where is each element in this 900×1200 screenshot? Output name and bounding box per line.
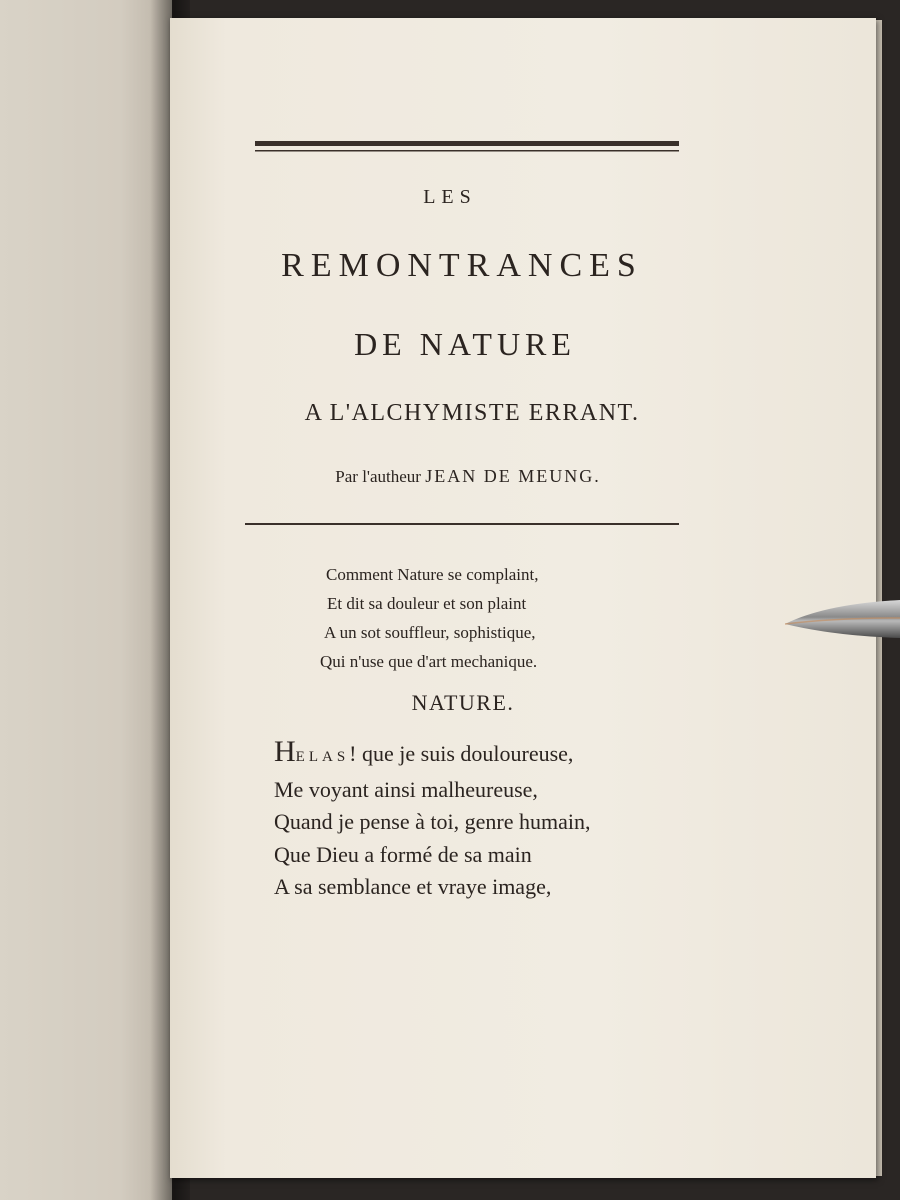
speaker-heading: NATURE. bbox=[411, 690, 515, 715]
argument-line: Qui n'use que d'art mechanique. bbox=[320, 652, 538, 671]
middle-rule bbox=[245, 520, 679, 528]
title-remontrances: REMONTRANCES bbox=[281, 247, 643, 284]
initial-letter: H bbox=[274, 735, 296, 768]
metal-bookmark bbox=[785, 598, 900, 644]
title-alchymiste: A L'ALCHYMISTE ERRANT. bbox=[304, 400, 640, 426]
title-les: LES bbox=[423, 186, 477, 208]
poem-body bbox=[274, 736, 590, 904]
byline bbox=[18, 466, 900, 487]
first-line-rest: ! que je suis douloureuse, bbox=[349, 741, 574, 766]
poem-line: Que Dieu a formé de sa main bbox=[274, 841, 532, 867]
byline-author: JEAN DE MEUNG. bbox=[425, 466, 601, 486]
argument-line: Et dit sa douleur et son plaint bbox=[327, 594, 527, 613]
first-word-smallcaps: ELAS bbox=[295, 749, 350, 765]
top-double-rule bbox=[255, 140, 679, 158]
poem-line: Me voyant ainsi malheureuse, bbox=[274, 776, 538, 802]
poem-line: Quand je pense à toi, genre humain, bbox=[274, 809, 591, 834]
argument-line: Comment Nature se complaint, bbox=[326, 565, 539, 584]
title-de-nature: DE NATURE bbox=[354, 326, 576, 362]
poem-line: A sa semblance et vraye image, bbox=[274, 874, 552, 899]
poem-line-first bbox=[274, 736, 590, 774]
argument-verse bbox=[320, 560, 538, 676]
argument-line: A un sot souffleur, sophistique, bbox=[324, 623, 536, 642]
left-page bbox=[0, 0, 172, 1200]
byline-prefix: Par l'autheur bbox=[335, 467, 421, 486]
